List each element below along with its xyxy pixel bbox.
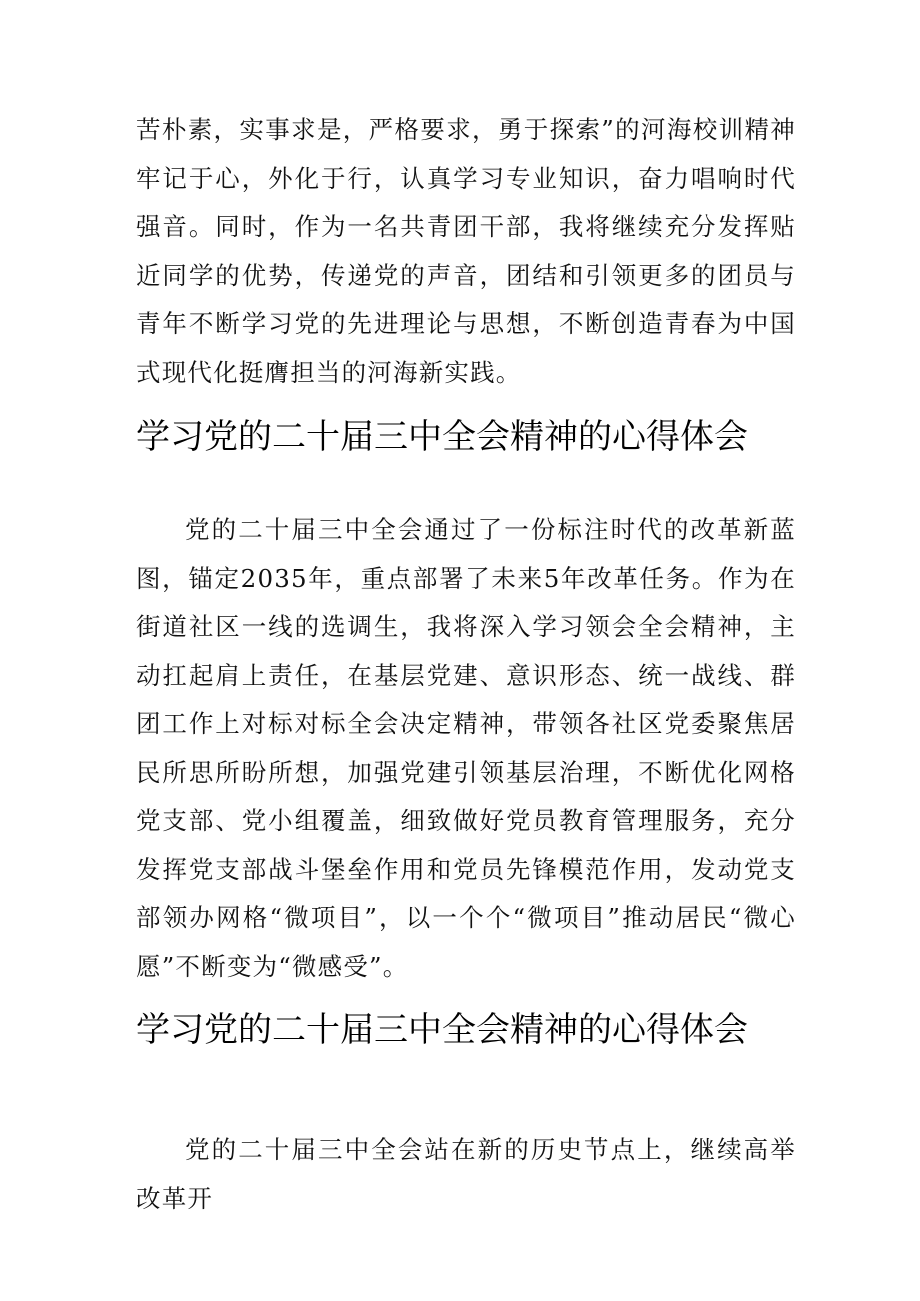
body-paragraph: 党的二十届三中全会通过了一份标注时代的改革新蓝图，锚定2035年，重点部署了未来5年改革任务。作为在街道社区一线的选调生，我将深入学习领会全会精神，主动扛起肩上责任，在基层党建、意识形态、统一战线、群团工作上对标对标全会决定精神，带领各社区党委聚焦居民所思所盼所想，加强党建引领基层治理，不断优化网格党支部、党小组覆盖，细致做好党员教育管理服务，充分发挥党支部战斗堡垒作用和党员先锋模范作用，发动党支部领办网格“微项目”，以一个个“微项目”推动居民“微心愿”不断变为“微感受”。: [136, 515, 796, 981]
section-heading: 学习党的二十届三中全会精神的心得体会: [136, 1010, 748, 1050]
body-paragraph: 苦朴素，实事求是，严格要求，勇于探索”的河海校训精神牢记于心，外化于行，认真学习专业知识，奋力唱响时代强音。同时，作为一名共青团干部，我将继续充分发挥贴近同学的优势，传递党的声音，团结和引领更多的团员与青年不断学习党的先进理论与思想，不断创造青春为中国式现代化挺膺担当的河海新实践。: [136, 115, 796, 387]
section-heading: 学习党的二十届三中全会精神的心得体会: [136, 417, 748, 457]
body-paragraph: 党的二十届三中全会站在新的历史节点上，继续高举改革开: [136, 1135, 796, 1213]
